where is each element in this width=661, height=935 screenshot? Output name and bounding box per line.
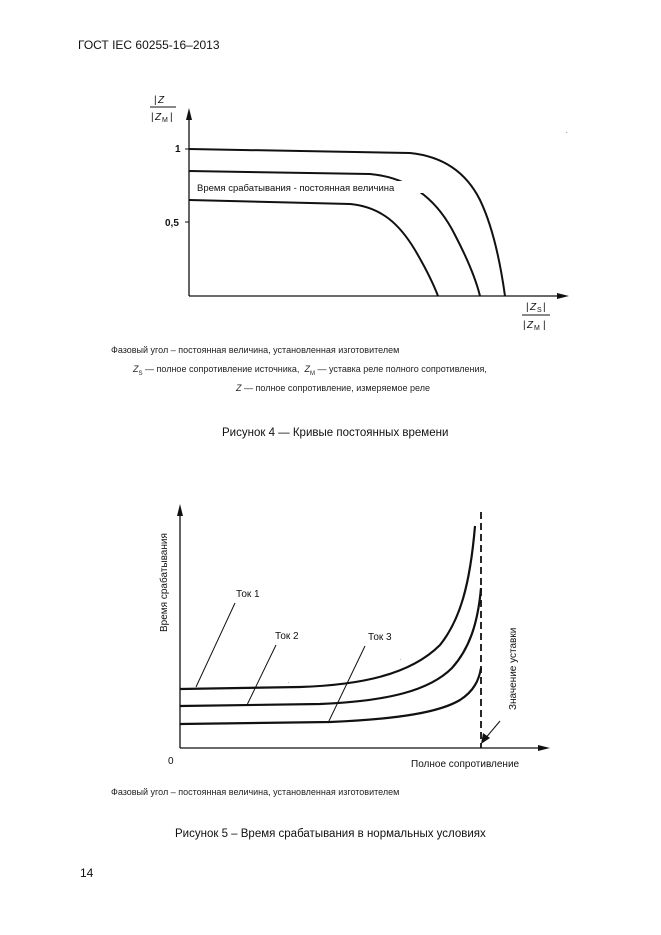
fig5-current-3-label: Ток 3 xyxy=(368,632,392,643)
svg-text:|: | xyxy=(151,112,154,123)
fig5-y-axis-label: Время срабатывания xyxy=(159,533,170,632)
fig5-current-1-label: Ток 1 xyxy=(236,589,260,600)
fig5-y-arrow xyxy=(177,504,183,516)
legend-z-text: — полное сопротивление, измеряемое реле xyxy=(244,383,431,393)
fig5-current-2-label: Ток 2 xyxy=(275,631,299,642)
svg-text:Z: Z xyxy=(527,320,534,331)
fig4-curve-bottom xyxy=(189,200,438,296)
fig5-leader-1 xyxy=(196,603,235,687)
svg-text:Z: Z xyxy=(155,112,162,123)
fig4-note: Фазовый угол – постоянная величина, установленная изготовителем xyxy=(111,345,400,355)
fig4-legend-line-1 xyxy=(133,364,487,377)
svg-text:|: | xyxy=(543,320,546,331)
fig4-curve-label: Время срабатывания - постоянная величина xyxy=(197,183,395,194)
fig4-y-tick-05: 0,5 xyxy=(165,218,179,229)
legend-zm-symbol: Z xyxy=(304,364,310,374)
svg-text:|: | xyxy=(154,95,157,106)
svg-text:|: | xyxy=(523,320,526,331)
figure-4 xyxy=(150,95,569,332)
svg-text:M: M xyxy=(534,325,540,332)
svg-text:.: . xyxy=(566,129,568,135)
fig4-x-axis-label xyxy=(522,302,550,332)
figure-4-caption: Рисунок 4 — Кривые постоянных времени xyxy=(222,427,449,439)
fig5-leader-2 xyxy=(247,645,276,705)
fig5-curve-current-1 xyxy=(180,526,475,689)
fig5-x-axis-label: Полное сопротивление xyxy=(411,759,520,770)
legend-zs-symbol: Z xyxy=(133,364,139,374)
fig4-legend-line-2 xyxy=(236,383,430,393)
figure-5 xyxy=(158,504,550,770)
page-number: 14 xyxy=(80,866,94,880)
legend-zm-subscript: M xyxy=(309,370,315,377)
fig4-y-axis-label xyxy=(150,95,176,124)
svg-text:Z: Z xyxy=(530,302,537,313)
fig4-y-arrow xyxy=(186,108,192,120)
svg-text:|: | xyxy=(526,302,529,313)
fig5-setting-label: Значение уставки xyxy=(508,627,519,710)
fig5-origin-label: 0 xyxy=(168,756,174,767)
fig4-y-tick-1: 1 xyxy=(175,144,181,155)
legend-z-symbol: Z xyxy=(236,383,242,393)
svg-text:M: M xyxy=(162,117,168,124)
fig5-curve-current-3 xyxy=(180,668,481,724)
legend-zs-subscript: S xyxy=(138,370,143,377)
svg-text:|: | xyxy=(543,302,546,313)
svg-text:.: . xyxy=(288,679,290,685)
svg-text:S: S xyxy=(537,307,542,314)
legend-zm-text: — уставка реле полного сопротивления, xyxy=(317,364,487,374)
svg-text:Z: Z xyxy=(158,95,165,106)
figure-5-caption: Рисунок 5 – Время срабатывания в нормальных условиях xyxy=(175,828,486,840)
svg-text:|: | xyxy=(170,112,173,123)
document-header: ГОСТ IEC 60255-16–2013 xyxy=(78,38,220,52)
fig4-x-arrow xyxy=(557,293,569,299)
fig5-x-arrow xyxy=(538,745,550,751)
fig5-note: Фазовый угол – постоянная величина, установленная изготовителем xyxy=(111,787,400,797)
legend-zs-text: — полное сопротивление источника, xyxy=(145,364,300,374)
svg-text:.: . xyxy=(400,656,402,662)
